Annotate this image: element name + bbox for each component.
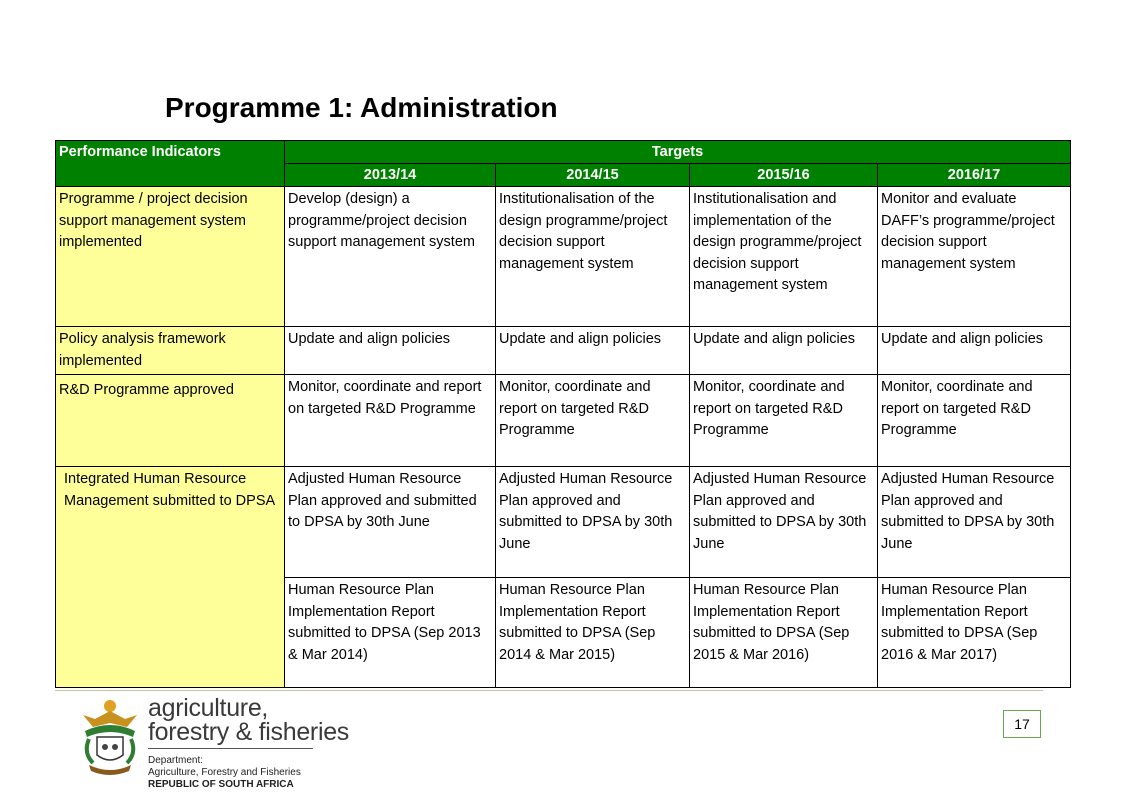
target-cell: Human Resource Plan Implementation Report submitted to DPSA (Sep 2014 & Mar 2015) (496, 578, 690, 688)
department-label: Department: (148, 755, 204, 766)
page-number: 17 (1003, 710, 1041, 738)
header-year-2013-14: 2013/14 (285, 164, 496, 187)
header-year-2016-17: 2016/17 (878, 164, 1071, 187)
target-cell: Monitor, coordinate and report on targeted R&D Programme (690, 375, 878, 467)
indicator-cell: R&D Programme approved (56, 375, 285, 467)
table-row (56, 375, 1071, 467)
target-cell: Update and align policies (878, 327, 1071, 375)
target-cell: Human Resource Plan Implementation Report submitted to DPSA (Sep 2013 & Mar 2014) (285, 578, 496, 688)
target-cell: Develop (design) a programme/project decision support management system (285, 187, 496, 327)
header-targets: Targets (285, 141, 1071, 164)
coat-of-arms-icon (75, 697, 145, 779)
indicator-cell: Programme / project decision support management system implemented (56, 187, 285, 327)
footer-divider (55, 690, 1043, 691)
brand-divider (148, 748, 313, 755)
table-header-row (56, 141, 1071, 164)
target-cell: Institutionalisation of the design programme/project decision support management system (496, 187, 690, 327)
table-row (56, 467, 1071, 578)
target-cell: Update and align policies (496, 327, 690, 375)
target-cell: Adjusted Human Resource Plan approved and submitted to DPSA by 30th June (690, 467, 878, 578)
country-name: REPUBLIC OF SOUTH AFRICA (148, 779, 294, 790)
table-row (56, 327, 1071, 375)
header-year-2015-16: 2015/16 (690, 164, 878, 187)
brand-line-2: forestry & fisheries (148, 718, 350, 746)
table-row (56, 187, 1071, 327)
target-cell: Monitor, coordinate and report on targeted R&D Programme (878, 375, 1071, 467)
target-cell: Update and align policies (690, 327, 878, 375)
target-cell: Monitor, coordinate and report on targeted R&D Programme (496, 375, 690, 467)
target-cell: Adjusted Human Resource Plan approved and submitted to DPSA by 30th June (285, 467, 496, 578)
indicator-cell: Policy analysis framework implemented (56, 327, 285, 375)
department-branding (148, 696, 349, 791)
target-cell: Monitor and evaluate DAFF’s programme/project decision support management system (878, 187, 1071, 327)
target-cell: Human Resource Plan Implementation Report submitted to DPSA (Sep 2015 & Mar 2016) (690, 578, 878, 688)
target-cell: Adjusted Human Resource Plan approved and submitted to DPSA by 30th June (878, 467, 1071, 578)
department-name: Agriculture, Forestry and Fisheries (148, 767, 301, 778)
target-cell: Adjusted Human Resource Plan approved and submitted to DPSA by 30th June (496, 467, 690, 578)
target-cell: Monitor, coordinate and report on targeted R&D Programme (285, 375, 496, 467)
target-cell: Institutionalisation and implementation of the design programme/project decision support management system (690, 187, 878, 327)
targets-table (55, 140, 1071, 688)
indicator-cell: Integrated Human Resource Management submitted to DPSA (56, 467, 285, 688)
header-performance-indicators: Performance Indicators (56, 141, 285, 187)
brand-line-1: agriculture, (148, 694, 269, 722)
target-cell: Human Resource Plan Implementation Report submitted to DPSA (Sep 2016 & Mar 2017) (878, 578, 1071, 688)
target-cell: Update and align policies (285, 327, 496, 375)
page-title: Programme 1: Administration (165, 92, 558, 123)
header-year-2014-15: 2014/15 (496, 164, 690, 187)
